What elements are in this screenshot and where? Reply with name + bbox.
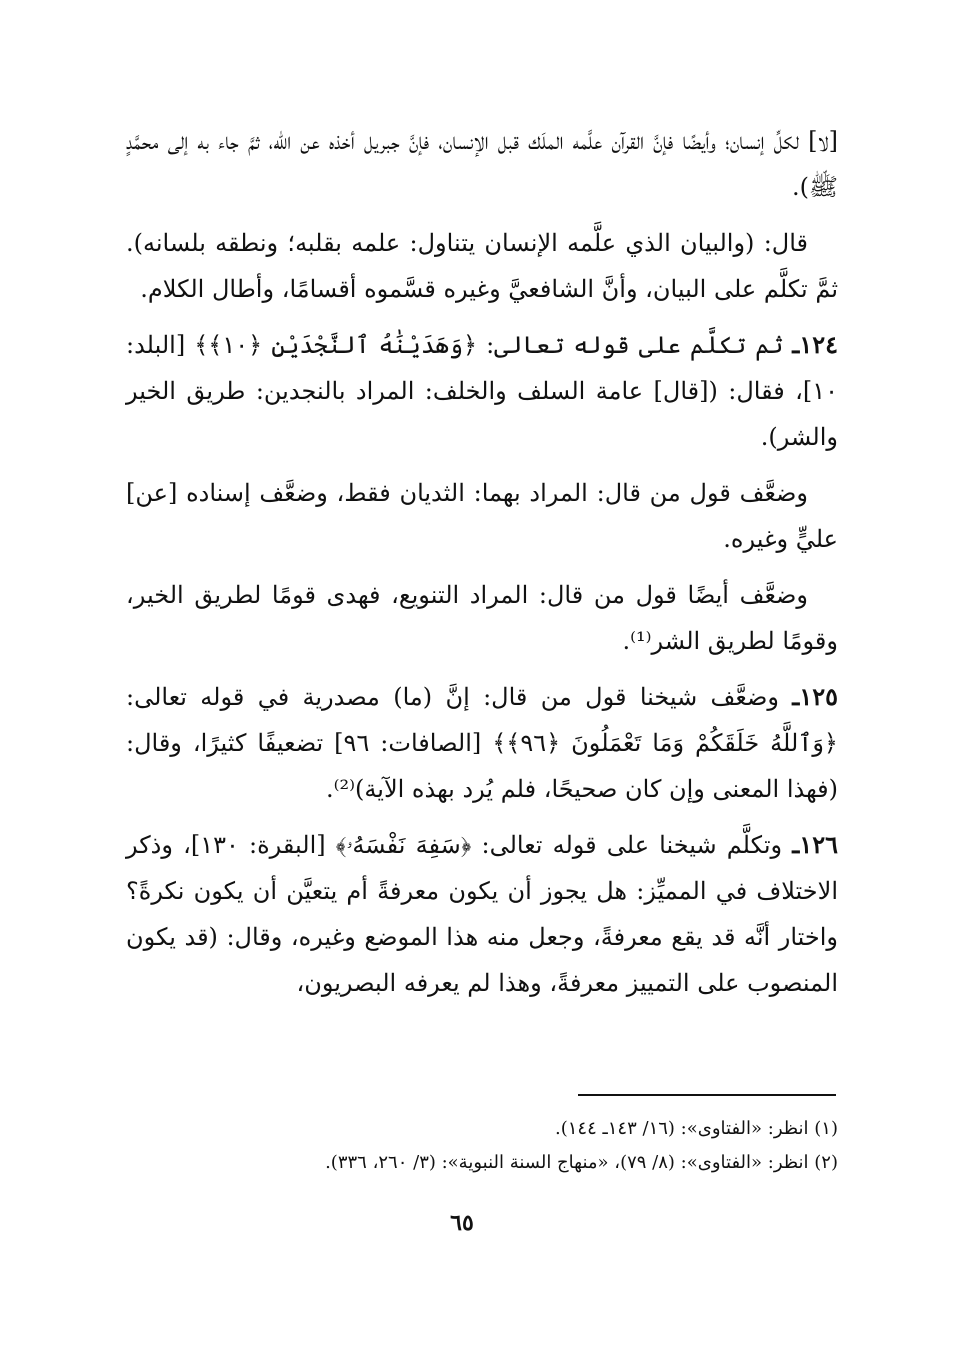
paragraph-125: [126, 674, 838, 812]
paragraph-1-text: [لا] لكلِّ إنسان؛ وأيضًا فإنَّ القرآن علَّمه الملَك قبل الإنسان، فإنَّ جبريل أخذه عن الله، ثمَّ جاء به إلى محمَّدٍ ﷺ).: [126, 127, 838, 201]
paragraph-126-text: وتكلَّم شيخنا على قوله تعالى: ﴿سَفِهَ نَفْسَهُۥ﴾ [البقرة: ١٣٠]، وذكر الاختلاف في المميِّز: هل يجوز أن يكون معرفةً أم يتعيَّن أن يكون نكرةً؟ واختار أنَّه قد يقع معرفةً، وجعل منه هذا الموضع وغيره، وقال: (قد يكون المنصوب على التمييز معرفةً، وهذا لم يعرفه البصريون،: [126, 831, 838, 997]
paragraph-124-text: ثم تكلَّم على قوله تعالى: ﴿وَهَدَيْنَٰهُ ٱلنَّجْدَيْنِ ﴿١٠﴾﴾ [البلد: ١٠]، فقال: ([قال] عامة السلف والخلف: المراد بالنجدين: طريق الخير والشر).: [126, 331, 839, 451]
paragraph-2-text: قال: (والبيان الذي علَّمه الإنسان يتناول: علمه بقلبه؛ ونطقه بلسانه). ثمَّ تكلَّم على البيان، وأنَّ الشافعيَّ وغيره قسَّموه أقسامًا، وأطال الكلام.: [126, 229, 838, 303]
footnotes: [126, 1112, 838, 1180]
paragraph-126-number: ١٢٦ـ: [792, 830, 838, 859]
paragraph-124: [126, 322, 838, 460]
paragraph-5: [126, 572, 838, 664]
paragraph-5-text: وضعَّف أيضًا قول من قال: المراد التنويع، فهدى قومًا لطريق الخير، وقومًا لطريق الشر⁽¹⁾.: [126, 581, 838, 655]
page-number: ٦٥: [450, 1210, 474, 1236]
paragraph-1: [126, 118, 838, 210]
footnote-divider: [578, 1094, 836, 1096]
footnote-2: (٢) انظر: «الفتاوى»: (٨/ ٧٩)، «منهاج السنة النبوية»: (٣/ ٢٦٠، ٣٣٦).: [325, 1152, 838, 1173]
paragraph-2: [126, 220, 838, 312]
paragraph-124-number: ١٢٤ـ: [792, 330, 838, 359]
main-text: [126, 118, 838, 1016]
paragraph-125-number: ١٢٥ـ: [792, 682, 838, 711]
paragraph-4-text: وضعَّف قول من قال: المراد بهما: الثديان فقط، وضعَّف إسناده [عن] عليٍّ وغيره.: [126, 479, 838, 553]
paragraph-126: [126, 822, 838, 1006]
footnote-1: (١) انظر: «الفتاوى»: (١٦/ ١٤٣ـ ١٤٤).: [555, 1118, 838, 1139]
paragraph-4: [126, 470, 838, 562]
paragraph-125-text: وضعَّف شيخنا قول من قال: إنَّ (ما) مصدرية في قوله تعالى: ﴿وَٱللَّهُ خَلَقَكُمْ وَمَا تَعْمَلُونَ ﴿٩٦﴾﴾ [الصافات: ٩٦] تضعيفًا كثيرًا، وقال: (فهذا المعنى وإن كان صحيحًا، فلم يُرد بهذه الآية)⁽²⁾.: [126, 683, 838, 803]
